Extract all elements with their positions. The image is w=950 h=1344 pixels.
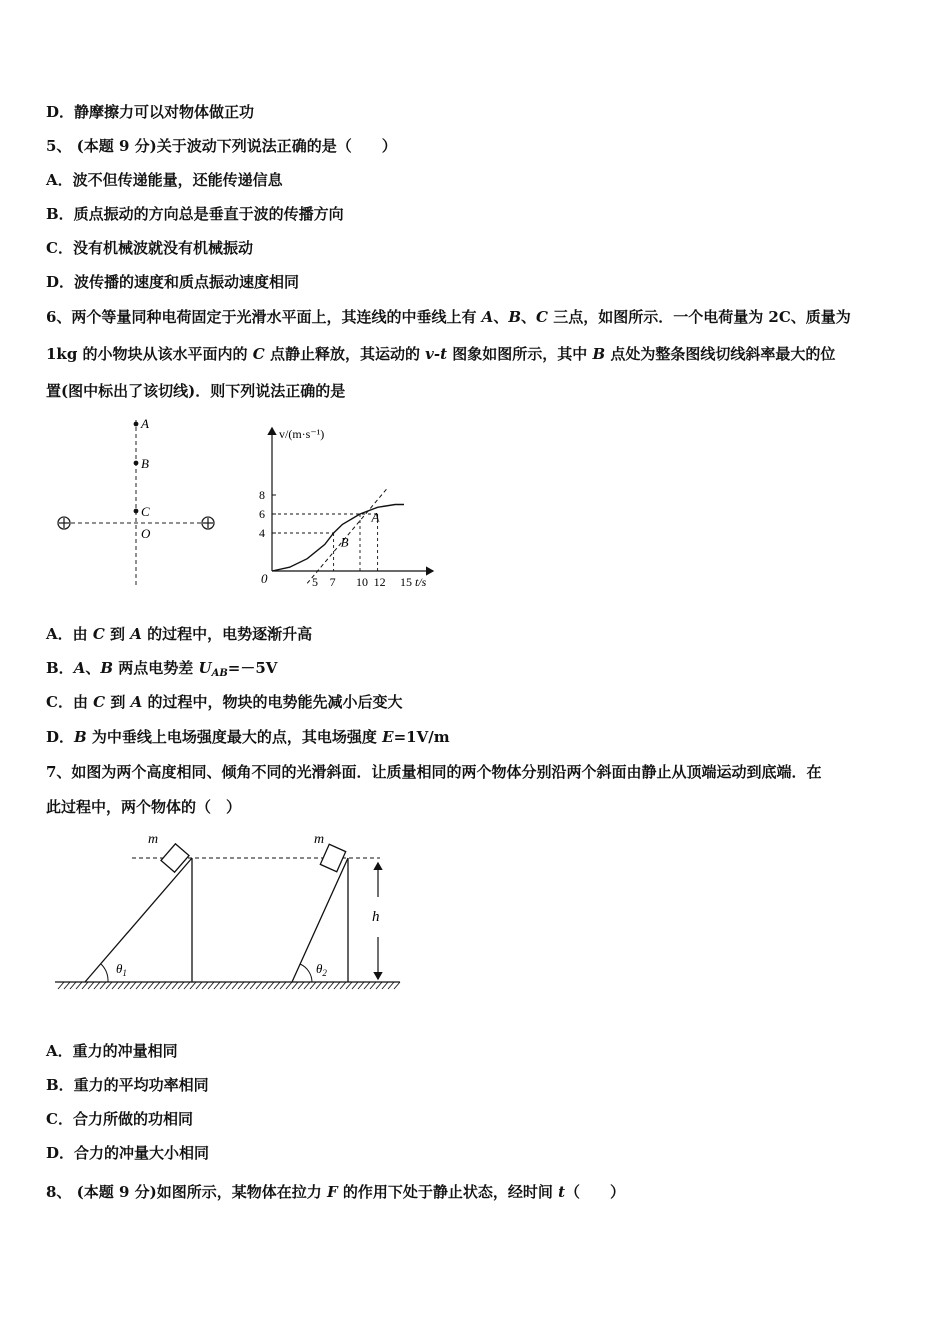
- q5-option-c: C．没有机械波就没有机械振动: [46, 239, 253, 257]
- height-label: h: [372, 909, 380, 925]
- q6-stem-line2: 1kg 的小物块从该水平面内的 C 点静止释放，其运动的 v-t 图象如图所示，其中 B 点处为整条图线切线斜率最大的位: [46, 345, 836, 363]
- q7-option-a: A．重力的冲量相同: [46, 1042, 178, 1060]
- q8-stem: 8、 (本题 9 分)如图所示，某物体在拉力 F 的作用下处于静止状态，经时间 t（ ）: [46, 1183, 626, 1201]
- incline-1-slope: [85, 858, 192, 982]
- q4-option-d: D．静摩擦力可以对物体做正功: [46, 103, 255, 121]
- y-tick-label: 6: [259, 507, 265, 521]
- vt-curve: [272, 505, 404, 572]
- point-c-dot: [134, 509, 139, 514]
- mass-1-label: m: [148, 832, 159, 847]
- q5-option-a: A．波不但传递能量，还能传递信息: [46, 171, 283, 189]
- q6-stem-line3: 置(图中标出了该切线)．则下列说法正确的是: [46, 382, 346, 400]
- origin-label: 0: [261, 571, 268, 586]
- q6-option-b: B．A、B 两点电势差 $U_{AB}=-5V$: [46, 659, 278, 679]
- theta-1-label: $\theta_1$: [116, 961, 127, 978]
- q6-option-d: D．B 为中垂线上电场强度最大的点，其电场强度 E=1V/m: [46, 728, 450, 746]
- graph-point-b-label: B: [340, 534, 349, 550]
- q6-option-a: A．由 C 到 A 的过程中，电势逐渐升高: [46, 625, 313, 643]
- q6-option-c: C．由 C 到 A 的过程中，物块的电势能先减小后变大: [46, 693, 403, 711]
- q7-stem-line1: 7、如图为两个高度相同、倾角不同的光滑斜面．让质量相同的两个物体分别沿两个斜面由静止从顶端运动到底端．在: [46, 763, 822, 781]
- q6-vt-graph: [255, 420, 440, 595]
- y-tick-label: 4: [259, 526, 265, 540]
- x-tick-label: 12: [373, 575, 386, 589]
- label-a: A: [141, 416, 149, 431]
- x-tick-label: 10: [356, 575, 368, 589]
- q7-option-b: B．重力的平均功率相同: [46, 1076, 209, 1094]
- y-tick-label: 8: [259, 488, 265, 502]
- theta-1-arc: [101, 964, 108, 982]
- x-tick-label: 15: [400, 575, 412, 589]
- left-charge-icon: [58, 517, 70, 529]
- x-tick-label: 7: [329, 575, 336, 589]
- point-a-dot: [134, 422, 139, 427]
- q7-stem-line2: 此过程中，两个物体的（ ）: [46, 798, 242, 816]
- mass-2-label: m: [314, 832, 325, 847]
- x-axis-label: t/s: [415, 575, 427, 589]
- label-c: C: [141, 504, 150, 519]
- q7-option-c: C．合力所做的功相同: [46, 1110, 193, 1128]
- q5-option-b: B．质点振动的方向总是垂直于波的传播方向: [46, 205, 344, 223]
- graph-point-a-label: A: [371, 509, 380, 525]
- theta-2-label: $\theta_2$: [316, 961, 327, 978]
- label-b: B: [141, 456, 149, 471]
- block-2: [320, 844, 345, 871]
- q7-incline-figure: [50, 825, 405, 997]
- point-b-dot: [134, 461, 139, 466]
- q5-option-d: D．波传播的速度和质点振动速度相同: [46, 273, 300, 291]
- right-charge-icon: [202, 517, 214, 529]
- theta-2-arc: [300, 964, 312, 982]
- q7-option-d: D．合力的冲量大小相同: [46, 1144, 210, 1162]
- q5-stem: 5、 (本题 9 分)关于波动下列说法正确的是（ ）: [46, 137, 397, 155]
- ground-hatch: [58, 982, 400, 989]
- y-axis-label: v/(m·s⁻¹): [279, 427, 325, 441]
- q6-stem-line1: 6、两个等量同种电荷固定于光滑水平面上，其连线的中垂线上有 A、B、C 三点，如图所示．一个电荷量为 2C、质量为: [46, 308, 851, 326]
- q6-charge-figure: [50, 412, 225, 592]
- x-tick-label: 5: [312, 575, 318, 589]
- block-1: [161, 844, 189, 872]
- label-o: O: [141, 526, 151, 541]
